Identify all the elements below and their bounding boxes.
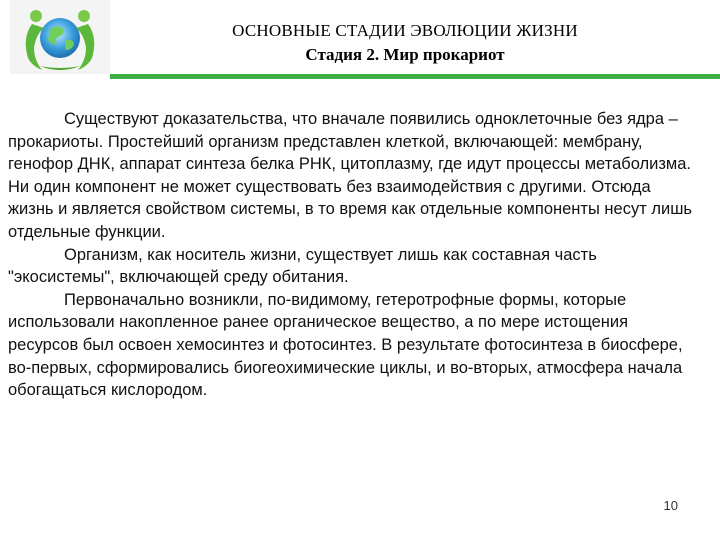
paragraph: Организм, как носитель жизни, существует лишь как составная часть "экосистемы", включающей среду обитания.	[8, 245, 597, 287]
page-subtitle: Стадия 2. Мир прокариот	[305, 45, 505, 64]
paragraph: Первоначально возникли, по-видимому, гетеротрофные формы, которые использовали накопленное ранее органическое вещество, а по мере истощения ресурсов был освоен хемосинтез и фотосинтез. В результате фотосинтеза в биосфере, во-первых, сформировались биогеохимические циклы, и во-вторых, атмосфера начала обогащаться кислородом.	[8, 290, 683, 400]
paragraph: Существуют доказательства, что вначале появились одноклеточные без ядра – прокариоты. Простейший организм представлен клеткой, включающей: мембрану, генофор ДНК, аппарат синтеза белка РНК, цитоплазму, где идут процессы метаболизма. Ни один компонент не может существовать без взаимодействия с другими. Отсюда жизнь и является свойством системы, в то время как отдельные компоненты несут лишь отдельные функции.	[8, 110, 693, 241]
eco-globe-logo-icon	[10, 0, 110, 74]
page-number: 10	[663, 498, 678, 513]
header-divider	[110, 74, 720, 79]
body-text	[8, 108, 698, 402]
page-title: ОСНОВНЫЕ СТАДИИ ЭВОЛЮЦИИ ЖИЗНИ	[232, 21, 578, 40]
